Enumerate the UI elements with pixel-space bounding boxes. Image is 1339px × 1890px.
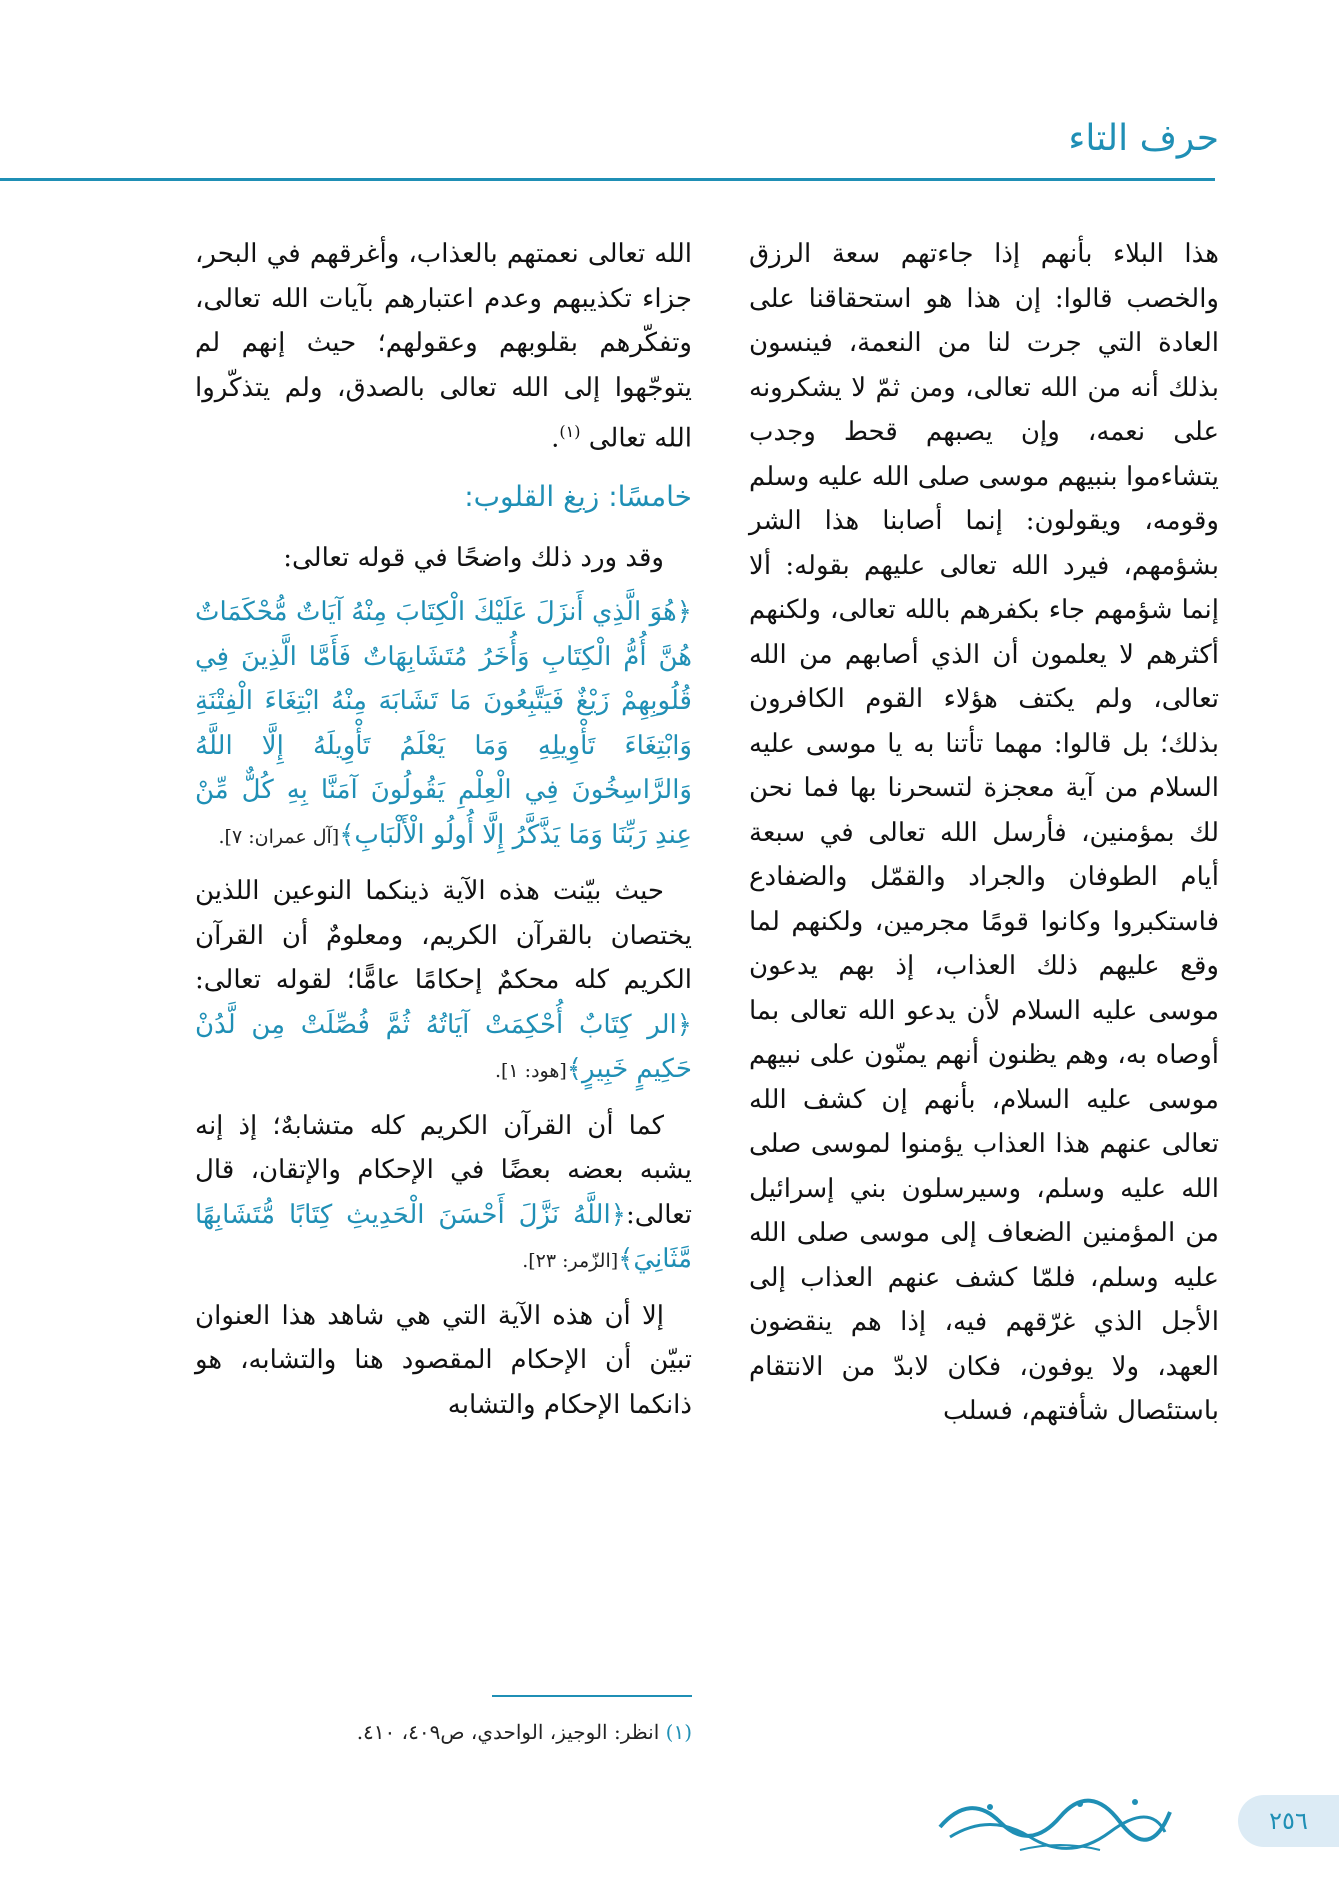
footnote-divider (492, 1695, 692, 1697)
left-paragraph-3 (195, 869, 692, 1094)
right-paragraph: هذا البلاء بأنهم إذا جاءتهم سعة الرزق والخصب قالوا: إن هذا هو استحقاقنا على العادة التي جرت لنا من النعمة، فينسون بذلك أنه من الله تعالى، ومن ثمّ لا يشكرونه على نعمه، وإن يصبهم قحط وجدب يتشاءموا بنبيهم موسى صلى الله عليه وسلم وقومه، ويقولون: إنما أصابنا هذا الشر بشؤمهم، فيرد الله تعالى عليهم بقوله: ألا إنما شؤمهم جاء بكفرهم بالله تعالى، ولكنهم أكثرهم لا يعلمون أن الذي أصابهم من الله تعالى، ولم يكتف هؤلاء القوم الكافرون بذلك؛ بل قالوا: مهما تأتنا به يا موسى عليه السلام من آية معجزة لتسحرنا بها فما نحن لك بمؤمنين، فأرسل الله تعالى في سبعة أيام الطوفان والجراد والقمّل والضفادع فاستكبروا وكانوا قومًا مجرمين، ولكنهم لما وقع عليهم ذلك العذاب، إذ بهم يدعون موسى عليه السلام لأن يدعو الله تعالى بما أوصاه به، وهم يظنون أنهم يمنّون على نبيهم موسى عليه السلام، بأنهم إن كشف الله تعالى عنهم هذا العذاب يؤمنوا لموسى صلى الله عليه وسلم، وسيرسلون بني إسرائيل من المؤمنين الضعاف إلى موسى صلى الله عليه وسلم، فلمّا كشف عنهم العذاب إلى الأجل الذي غرّقهم فيه، إذا هم ينقضون العهد، ولا يوفون، فكان لابدّ من الانتقام باستئصال شأفتهم، فسلب (749, 239, 1219, 1426)
section-heading: خامسًا: زيغ القلوب: (464, 480, 692, 514)
calligraphy-logo-icon (930, 1782, 1180, 1862)
footnote-text: انظر: الوجيز، الواحدي، ص٤٠٩، ٤١٠. (356, 1720, 660, 1744)
verse-reference-3: [الزّمر: ٢٣]. (522, 1250, 619, 1273)
footnote-number: (١) (665, 1720, 692, 1744)
left-paragraph-1-text: الله تعالى نعمتهم بالعذاب، وأغرقهم في البحر، جزاء تكذيبهم وعدم اعتبارهم بآيات الله تعالى، وتفكّرهم بقلوبهم وعقولهم؛ حيث إنهم لم يتوجّهوا إلى الله تعالى بالصدق، ولم يتذكّروا الله تعالى (195, 239, 692, 454)
encyclopedia-logo (930, 1782, 1180, 1862)
right-column (749, 232, 1219, 1444)
left-column (195, 232, 692, 1437)
quran-verse-3: ﴿اللَّهُ نَزَّلَ أَحْسَنَ الْحَدِيثِ كِتَابًا مُّتَشَابِهًا مَّثَانِيَ﴾ (195, 1199, 692, 1275)
left-paragraph-1: الله تعالى نعمتهم بالعذاب، وأغرقهم في البحر، جزاء تكذيبهم وعدم اعتبارهم بآيات الله تعالى، وتفكّرهم بقلوبهم وعقولهم؛ حيث إنهم لم يتوجّهوا إلى الله تعالى بالصدق، ولم يتذكّروا الله تعالى $^{(١)}$. (195, 239, 692, 454)
verse-reference-2: [هود: ١]. (494, 1060, 567, 1083)
left-paragraph-2: وقد ورد ذلك واضحًا في قوله تعالى: (283, 542, 664, 573)
left-paragraph-4-text: كما أن القرآن الكريم كله متشابهٌ؛ إذ إنه يشبه بعضه بعضًا في الإحكام والإتقان، قال تعالى: (195, 1110, 692, 1230)
quran-verse-1: ﴿هُوَ الَّذِي أَنزَلَ عَلَيْكَ الْكِتَابَ مِنْهُ آيَاتٌ مُّحْكَمَاتٌ هُنَّ أُمُّ الْكِتَابِ وَأُخَرُ مُتَشَابِهَاتٌ فَأَمَّا الَّذِينَ فِي قُلُوبِهِمْ زَيْغٌ فَيَتَّبِعُونَ مَا تَشَابَهَ مِنْهُ ابْتِغَاءَ الْفِتْنَةِ وَابْتِغَاءَ تَأْوِيلِهِ وَمَا يَعْلَمُ تَأْوِيلَهُ إِلَّا اللَّهُ وَالرَّاسِخُونَ فِي الْعِلْمِ يَقُولُونَ آمَنَّا بِهِ كُلٌّ مِّنْ عِندِ رَبِّنَا وَمَا يَذَّكَّرُ إِلَّا أُولُو الْأَلْبَابِ﴾ (195, 597, 692, 850)
footnote (357, 1720, 692, 1744)
left-paragraph-4 (195, 1104, 692, 1284)
header-divider (0, 178, 1215, 181)
left-paragraph-5: إلا أن هذه الآية التي هي شاهد هذا العنوان تبيّن أن الإحكام المقصود هنا والتشابه، هو ذانكما الإحكام والتشابه (195, 1300, 692, 1420)
verse-reference-1: [آل عمران: ٧]. (218, 825, 340, 848)
page-number: ٢٥٦ (1238, 1795, 1339, 1847)
left-paragraph-3-text: حيث بيّنت هذه الآية ذينكما النوعين اللذين يختصان بالقرآن الكريم، ومعلومٌ أن القرآن الكريم كله محكمٌ إحكامًا عامًّا؛ لقوله تعالى: (195, 876, 692, 996)
footnote-marker[interactable]: (١) (559, 422, 581, 441)
chapter-title: حرف التاء (1068, 118, 1219, 159)
quran-verse-2: ﴿الر كِتَابٌ أُحْكِمَتْ آيَاتُهُ ثُمَّ فُصِّلَتْ مِن لَّدُنْ حَكِيمٍ خَبِيرٍ﴾ (195, 1009, 692, 1085)
verse-block-1 (195, 590, 692, 859)
